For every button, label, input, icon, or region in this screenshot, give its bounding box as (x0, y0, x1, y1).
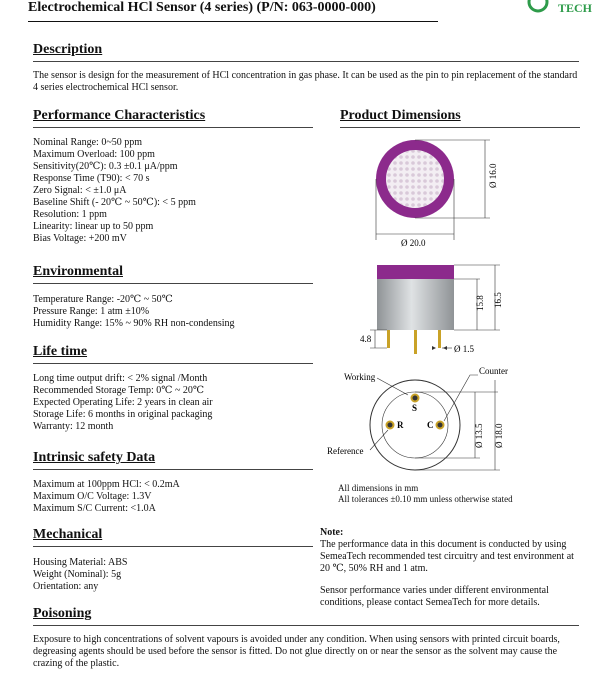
poisoning-text: Exposure to high concentrations of solvent vapours is avoided under any condition. When using sensors with printed circuit boards, degreasing agents should be used before the sensor is fitted. Do not glue directly on or near the sensor as the solvent may cause the crazing of the plastic. (33, 634, 560, 669)
note-title: Note: (320, 527, 344, 538)
company-logo (528, 0, 593, 16)
environmental-heading: Environmental (33, 264, 123, 279)
life-operating-life: Expected Operating Life: 2 years in clean air (33, 397, 213, 408)
pin-s-label: S (412, 403, 418, 413)
description-heading: Description (33, 42, 103, 57)
note-paragraph-1: The performance data in this document is conducted by using SemeaTech recommended test circuitry and test environment at 20 ℃, 50% RH and 1 atm. (320, 539, 574, 574)
top-height-label: Ø 16.0 (488, 163, 498, 188)
spec-response-time: Response Time (T90): < 70 s (33, 173, 150, 184)
mech-housing-material: Housing Material: ABS (33, 557, 128, 568)
spec-bias-voltage: Bias Voltage: +200 mV (33, 233, 127, 244)
life-storage-temp: Recommended Storage Temp: 0℃ ~ 20℃ (33, 385, 205, 396)
mech-weight: Weight (Nominal): 5g (33, 569, 122, 580)
tolerance-note: All tolerances ±0.10 mm unless otherwise stated (338, 494, 513, 504)
dimension-notes (338, 483, 513, 505)
performance-heading: Performance Characteristics (33, 108, 206, 123)
safety-heading: Intrinsic safety Data (33, 450, 156, 465)
note-paragraph-2: Sensor performance varies under different environmental conditions, please contact SemeaTech for more details. (320, 585, 549, 608)
safety-divider (33, 469, 313, 470)
life-storage-life: Storage Life: 6 months in original packaging (33, 409, 213, 420)
safety-max-current-ppm: Maximum at 100ppm HCl: < 0.2mA (33, 479, 180, 490)
title-divider (28, 21, 438, 22)
counter-label: Counter (479, 366, 508, 376)
note-block (320, 527, 580, 609)
spec-sensitivity: Sensitivity(20℃): 0.3 ±0.1 μA/ppm (33, 161, 178, 172)
pin-diameter-label: Ø 1.5 (454, 344, 474, 354)
safety-max-oc-voltage: Maximum O/C Voltage: 1.3V (33, 491, 152, 502)
working-label: Working (344, 372, 376, 382)
bottom-inner-label: Ø 13.5 (474, 423, 484, 448)
dimension-drawings (320, 130, 590, 510)
poisoning-divider (33, 625, 579, 626)
pin-middle (414, 330, 417, 354)
bottom-outer-label: Ø 18.0 (494, 423, 504, 448)
top-width-label: Ø 20.0 (401, 238, 426, 248)
pin-r-label: R (397, 420, 404, 430)
pin-c-dot (437, 422, 444, 429)
mech-orientation: Orientation: any (33, 581, 99, 592)
pin-s-dot (412, 395, 419, 402)
bottom-view-drawing (327, 366, 508, 470)
pin-right (438, 330, 441, 348)
logo-text: TECH (558, 1, 593, 15)
side-view-drawing (360, 265, 503, 354)
performance-list (33, 137, 196, 245)
document-title: Electrochemical HCl Sensor (4 series) (P/N: 063-0000-000) (28, 0, 376, 15)
body-height-label: 15.8 (475, 295, 485, 311)
lifetime-list (33, 373, 213, 433)
description-text: The sensor is design for the measurement of HCl concentration in gas phase. It can be used as the pin to pin replacement of the standard 4 series electrochemical HCl sensor. (33, 70, 578, 93)
description-divider (33, 61, 579, 62)
side-body (377, 279, 454, 330)
life-warranty: Warranty: 12 month (33, 421, 114, 432)
pin-left (387, 330, 390, 348)
spec-zero-signal: Zero Signal: < ±1.0 μA (33, 185, 127, 196)
env-temperature-range: Temperature Range: -20℃ ~ 50℃ (33, 294, 173, 305)
spec-baseline-shift: Baseline Shift (- 20℃ ~ 50℃): < 5 ppm (33, 197, 196, 208)
spec-resolution: Resolution: 1 ppm (33, 209, 107, 220)
total-height-label: 16.5 (493, 292, 503, 308)
mechanical-heading: Mechanical (33, 527, 103, 542)
environmental-divider (33, 283, 313, 284)
poisoning-heading: Poisoning (33, 606, 92, 621)
lifetime-divider (33, 363, 313, 364)
spec-nominal-range: Nominal Range: 0~50 ppm (33, 137, 143, 148)
sensor-mesh (386, 150, 444, 208)
environmental-list (33, 294, 235, 330)
env-pressure-range: Pressure Range: 1 atm ±10% (33, 306, 150, 317)
lifetime-heading: Life time (33, 344, 88, 359)
reference-label: Reference (327, 446, 364, 456)
dimensions-heading: Product Dimensions (340, 108, 461, 123)
pin-r-dot (387, 422, 394, 429)
pin-length-label: 4.8 (360, 334, 372, 344)
dimensions-divider (340, 127, 580, 128)
side-cap (377, 265, 454, 279)
top-view-drawing (376, 140, 498, 248)
pin-c-label: C (427, 420, 434, 430)
spec-maximum-overload: Maximum Overload: 100 ppm (33, 149, 155, 160)
spec-linearity: Linearity: linear up to 50 ppm (33, 221, 154, 232)
mechanical-divider (33, 546, 313, 547)
life-output-drift: Long time output drift: < 2% signal /Month (33, 373, 208, 384)
safety-max-sc-current: Maximum S/C Current: <1.0A (33, 503, 156, 514)
safety-list (33, 479, 180, 515)
performance-divider (33, 127, 313, 128)
units-note: All dimensions in mm (338, 483, 419, 493)
env-humidity-range: Humidity Range: 15% ~ 90% RH non-condensing (33, 318, 235, 329)
mechanical-list (33, 557, 127, 593)
